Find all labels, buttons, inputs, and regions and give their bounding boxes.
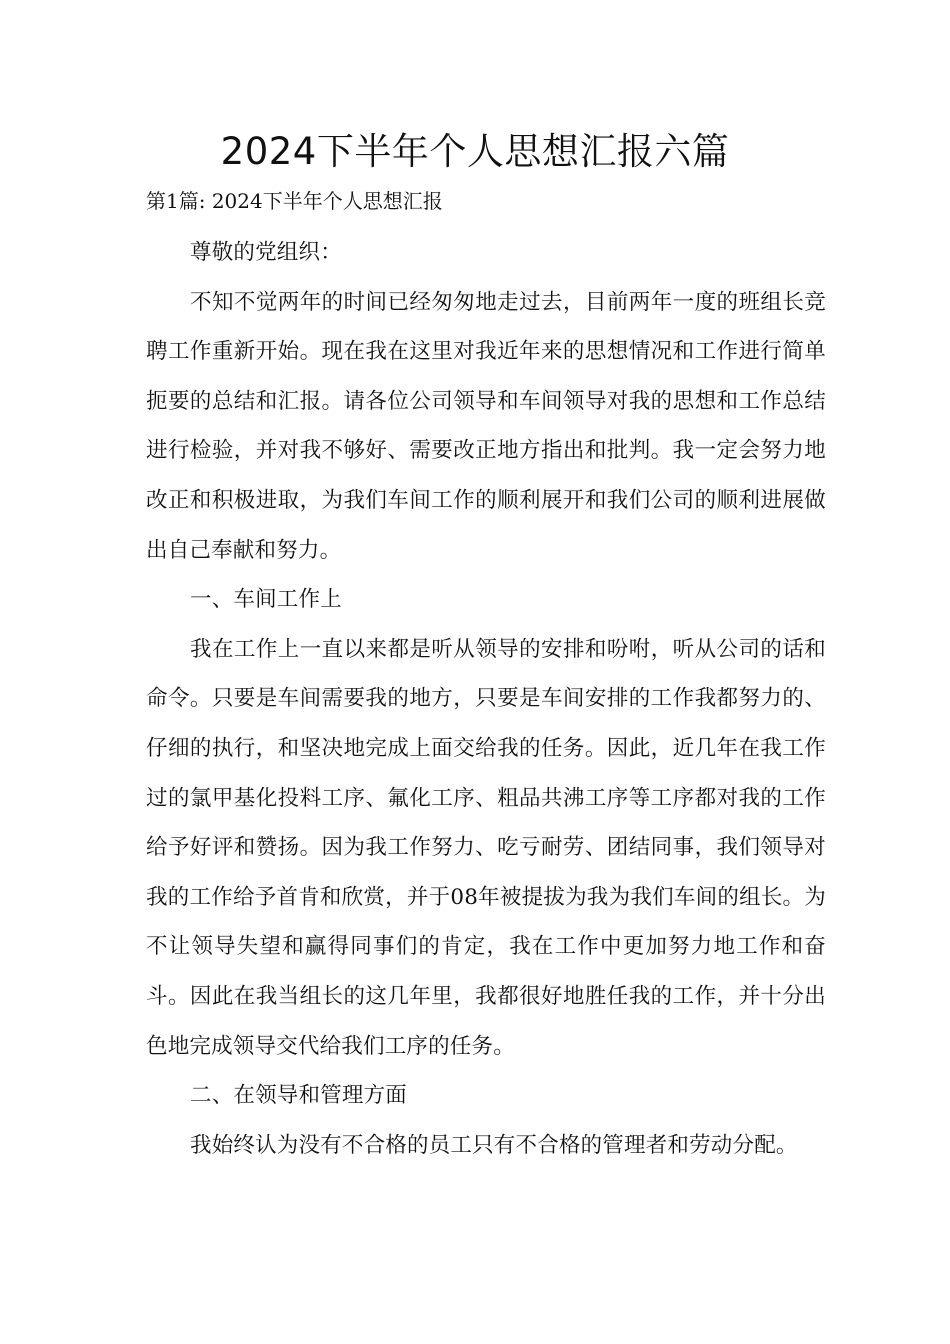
paragraph-leadership: 我始终认为没有不合格的员工只有不合格的管理者和劳动分配。 (190, 1132, 798, 1158)
paragraph-workshop: 我在工作上一直以来都是听从领导的安排和吩咐，听从公司的话和命令。只要是车间需要我的地方，只要是车间安排的工作我都努力的、仔细的执行，和坚决地完成上面交给我的任务。因此，近几年在我工作过的氯甲基化投料工序、氟化工序、粗品共沸工序等工序都对我的工作给予好评和赞扬。因为我工作努力、吃亏耐劳、团结同事，我们领导对我的工作给予首肯和欣赏，并于08年被提拔为我为我们车间的组长。为不让领导失望和赢得同事们的肯定，我在工作中更加努力地工作和奋斗。因此在我当组长的这几年里，我都很好地胜任我的工作，并十分出色地完成领导交代给我们工序的任务。 (146, 636, 826, 1059)
document-body (146, 228, 826, 1170)
paragraph-intro: 不知不觉两年的时间已经匆匆地走过去，目前两年一度的班组长竞聘工作重新开始。现在我在这里对我近年来的思想情况和工作进行简单扼要的总结和汇报。请各位公司领导和车间领导对我的思想和工作总结进行检验，并对我不够好、需要改正地方指出和批判。我一定会努力地改正和积极进取，为我们车间工作的顺利展开和我们公司的顺利进展做出自己奉献和努力。 (146, 289, 826, 563)
salutation: 尊敬的党组织： (190, 240, 342, 265)
document-title: 2024下半年个人思想汇报六篇 (220, 130, 730, 173)
section-heading-workshop: 一、车间工作上 (190, 587, 342, 613)
document-subtitle: 第1篇: 2024下半年个人思想汇报 (146, 189, 443, 213)
section-heading-leadership: 二、在领导和管理方面 (190, 1083, 408, 1109)
